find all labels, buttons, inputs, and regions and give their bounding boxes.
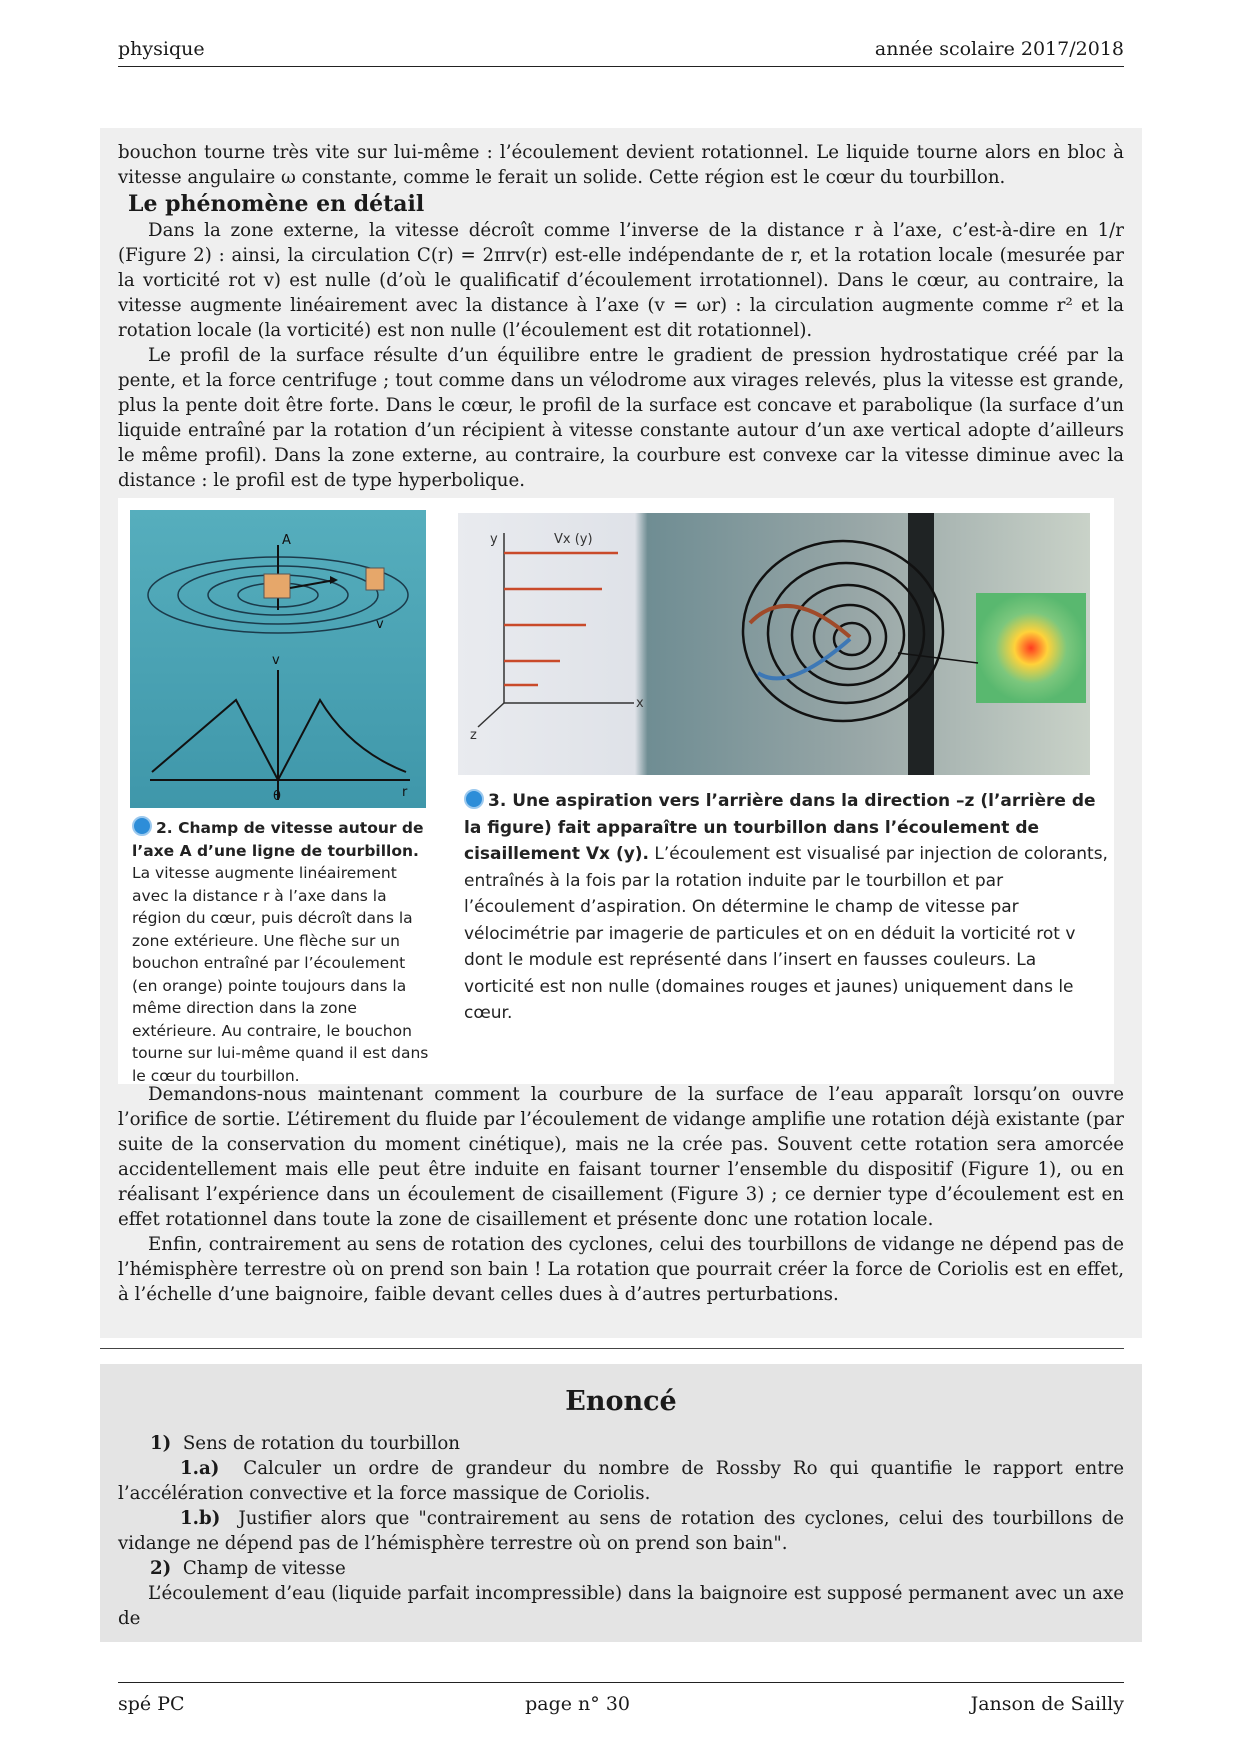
caption-bullet-icon [132, 816, 152, 836]
enonce-box [100, 1364, 1142, 1642]
question-2-text: Champ de vitesse [182, 1558, 346, 1579]
label-z: z [470, 728, 477, 743]
figure-3-caption-title: 3. Une aspiration vers l’arrière dans la direction –z (l’arrière de la figure) fait apparaître un tourbillon dans l’écoulement de cisaillement Vx (y). [464, 791, 1096, 864]
enonce-title: Enoncé [565, 1386, 677, 1417]
question-1b-text: Justifier alors que "contrairement au sens de rotation des cyclones, celui des tourbillons de vidange ne dépend pas de l’hémisphère terrestre où on prend son bain". [118, 1508, 1124, 1554]
footer-school: Janson de Sailly [970, 1693, 1124, 1715]
caption-bullet-icon [464, 789, 484, 809]
label-theta: θ [273, 789, 281, 804]
enonce-paragraph: L’écoulement d’eau (liquide parfait incompressible) dans la baignoire est supposé permanent avec un axe de [118, 1583, 1124, 1629]
question-2-number: 2) [150, 1558, 172, 1579]
label-x: x [636, 696, 644, 711]
section-paragraph-1: Dans la zone externe, la vitesse décroît comme l’inverse de la distance r à l’axe, c’est-à-dire en 1/r (Figure 2) : ainsi, la circulation C(r) = 2πrv(r) est-elle indépendante de r, et la rotation locale (mesurée par la vorticité rot v) est nulle (d’où le qualificatif d’écoulement irrotationnel). Dans le cœur, au contraire, la vitesse augmente linéairement avec la distance à l’axe (v = ωr) : la circulation augmente comme r² et la rotation locale (la vorticité) est non nulle (l’écoulement est dit rotationnel). [118, 220, 1124, 341]
intro-paragraph: bouchon tourne très vite sur lui-même : l’écoulement devient rotationnel. Le liquide tourne alors en bloc à vitesse angulaire ω constante, comme le ferait un solide. Cette région est le cœur du tourbillon. [118, 142, 1124, 188]
footer-page-number: page n° 30 [525, 1693, 630, 1715]
question-2 [118, 1556, 1124, 1581]
question-1b [118, 1506, 1124, 1556]
section-divider [100, 1348, 1124, 1349]
label-r: r [402, 785, 408, 800]
question-1 [118, 1431, 1124, 1456]
figure-2-caption-title: 2. Champ de vitesse autour de l’axe A d’une ligne de tourbillon. [132, 819, 424, 860]
label-v-vector: v [376, 617, 384, 632]
header-subject: physique [118, 38, 205, 60]
after-paragraph-1: Demandons-nous maintenant comment la courbure de la surface de l’eau apparaît lorsqu’on ouvre l’orifice de sortie. L’étirement du fluide par l’écoulement de vidange amplifie une rotation déjà existante (par suite de la conservation du moment cinétique), mais ne la crée pas. Souvent cette rotation sera amorcée accidentellement mais elle peut être induite en faisant tourner l’ensemble du dispositif (Figure 1), ou en réalisant l’expérience dans un écoulement de cisaillement (Figure 3) ; ce dernier type d’écoulement est en effet rotationnel dans toute la zone de cisaillement et présente donc une rotation locale. [118, 1084, 1124, 1230]
label-v-axis: v [272, 653, 280, 668]
figure-3-image [458, 513, 1090, 775]
question-1-text: Sens de rotation du tourbillon [182, 1433, 461, 1454]
section-title: Le phénomène en détail [128, 191, 425, 217]
question-1a-number: 1.a) [180, 1458, 220, 1479]
figure-block [118, 498, 1114, 1084]
question-1a-text: Calculer un ordre de grandeur du nombre de Rossby Ro qui quantifie le rapport entre l’accélération convective et la force massique de Coriolis. [118, 1458, 1124, 1504]
label-y: y [490, 532, 498, 547]
shear-flow-vortex-photo [458, 513, 1090, 775]
page-header [118, 38, 1124, 67]
label-axis-a: A [282, 533, 291, 548]
label-vx: Vx (y) [554, 532, 593, 547]
question-1-number: 1) [150, 1433, 172, 1454]
page-footer [118, 1682, 1124, 1715]
question-1b-number: 1.b) [180, 1508, 221, 1529]
after-paragraph-2: Enfin, contrairement au sens de rotation des cyclones, celui des tourbillons de vidange ne dépend pas de l’hémisphère terrestre où on prend son bain ! La rotation que pourrait créer la force de Coriolis est en effet, à l’échelle d’une baignoire, faible devant celles dues à d’autres perturbations. [118, 1234, 1124, 1305]
figure-3-caption-text: L’écoulement est visualisé par injection de colorants, entraînés à la fois par la rotation induite par le tourbillon et par l’écoulement d’aspiration. On détermine le champ de vitesse par vélocimétrie par imagerie de particules et on en déduit la vorticité rot v dont le module est représenté dans l’insert en fausses couleurs. La vorticité est non nulle (domaines rouges et jaunes) uniquement dans le cœur. [464, 844, 1108, 1023]
footer-class: spé PC [118, 1693, 185, 1715]
figure-2-caption [132, 816, 432, 1087]
figure-3-caption [464, 788, 1110, 1027]
header-year: année scolaire 2017/2018 [874, 38, 1124, 60]
question-1a [118, 1456, 1124, 1506]
figure-2-image [130, 510, 426, 808]
section-paragraph-2: Le profil de la surface résulte d’un équilibre entre le gradient de pression hydrostatique créé par la pente, et la force centrifuge ; tout comme dans un vélodrome aux virages relevés, plus la vitesse est grande, plus la pente doit être forte. Dans le cœur, le profil de la surface est concave et parabolique (la surface d’un liquide entraîné par la rotation d’un récipient à vitesse constante autour d’un axe vertical adopte d’ailleurs le même profil). Dans la zone externe, au contraire, la courbure est convexe car la vitesse diminue avec la distance : le profil est de type hyperbolique. [118, 345, 1124, 491]
figure-2-caption-text: La vitesse augmente linéairement avec la distance r à l’axe dans la région du cœur, puis décroît dans la zone extérieure. Une flèche sur un bouchon entraîné par l’écoulement (en orange) pointe toujours dans la même direction dans la zone extérieure. Au contraire, le bouchon tourne sur lui-même quand il est dans le cœur du tourbillon. [132, 864, 429, 1085]
velocity-field-diagram [130, 510, 426, 808]
